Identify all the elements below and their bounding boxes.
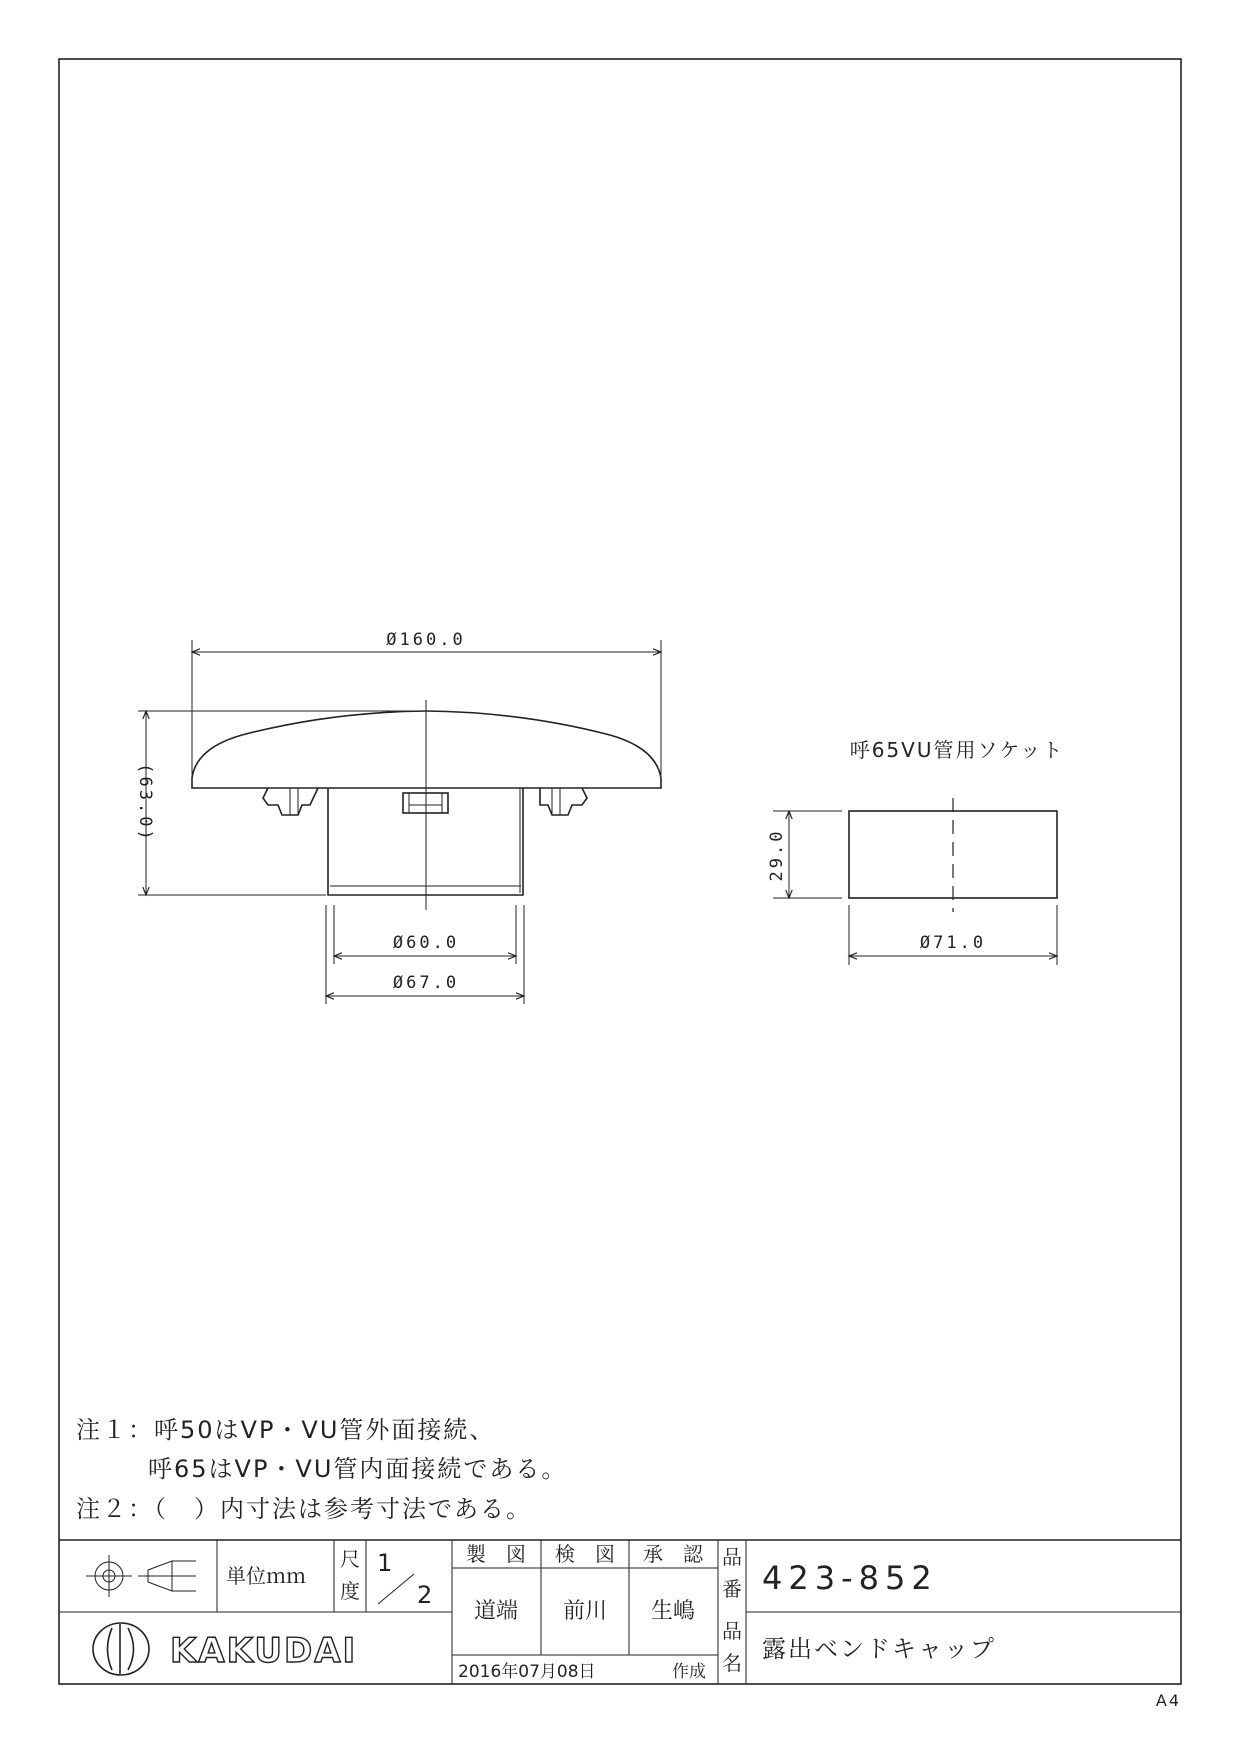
scale-label-bottom: 度 [340, 1579, 360, 1603]
dim-socket-dia: Ø71.0 [919, 933, 987, 953]
cap-view [135, 630, 661, 1004]
note-1-line-1: 注１：呼50はVP・VU管外面接続、 [76, 1416, 496, 1444]
part-name-label-bottom: 名 [722, 1651, 742, 1675]
col-drawn-label: 製 図 [466, 1542, 526, 1566]
created-label: 作成 [672, 1662, 706, 1682]
svg-text:1: 1 [377, 1549, 393, 1577]
part-no-label-bottom: 番 [722, 1577, 742, 1601]
created-date: 2016年07月08日 [458, 1662, 596, 1682]
col-checked-label: 検 図 [555, 1542, 615, 1566]
note-2: 注２：（ ）内寸法は参考寸法である。 [76, 1495, 532, 1523]
unit-label: 単位ｍｍ [226, 1564, 306, 1588]
paper-size: A4 [1155, 1691, 1181, 1710]
cap-right-clip [540, 788, 587, 815]
title-block [59, 1540, 1181, 1684]
approved-by: 生嶋 [650, 1599, 696, 1624]
scale-value [377, 1549, 432, 1609]
drawn-by: 道端 [473, 1599, 519, 1624]
socket-label: 呼65VU管用ソケット [849, 738, 1065, 762]
part-no-label-top: 品 [722, 1545, 742, 1569]
cap-left-clip [263, 788, 318, 815]
company-logo [93, 1623, 357, 1675]
socket-view [767, 738, 1064, 965]
dim-socket-height: 29.0 [767, 828, 787, 882]
notes [76, 1416, 567, 1523]
checked-by: 前川 [562, 1599, 608, 1624]
dim-spigot-inner-dia: Ø60.0 [392, 933, 460, 953]
note-1-line-2: 呼65はVP・VU管内面接続である。 [148, 1455, 568, 1483]
part-number: 423-852 [762, 1559, 938, 1597]
svg-text:2: 2 [417, 1581, 433, 1609]
part-name-label-top: 品 [722, 1619, 742, 1643]
dim-cap-height: (63.0) [135, 763, 155, 843]
col-approved-label: 承 認 [643, 1542, 703, 1566]
projection-symbol-icon [86, 1555, 196, 1597]
dim-spigot-outer-dia: Ø67.0 [392, 973, 460, 993]
company-name: KAKUDAI [170, 1631, 358, 1671]
part-name: 露出ベンドキャップ [762, 1635, 996, 1663]
scale-label-top: 尺 [340, 1547, 360, 1571]
dim-cap-outer-dia: Ø160.0 [386, 630, 466, 650]
